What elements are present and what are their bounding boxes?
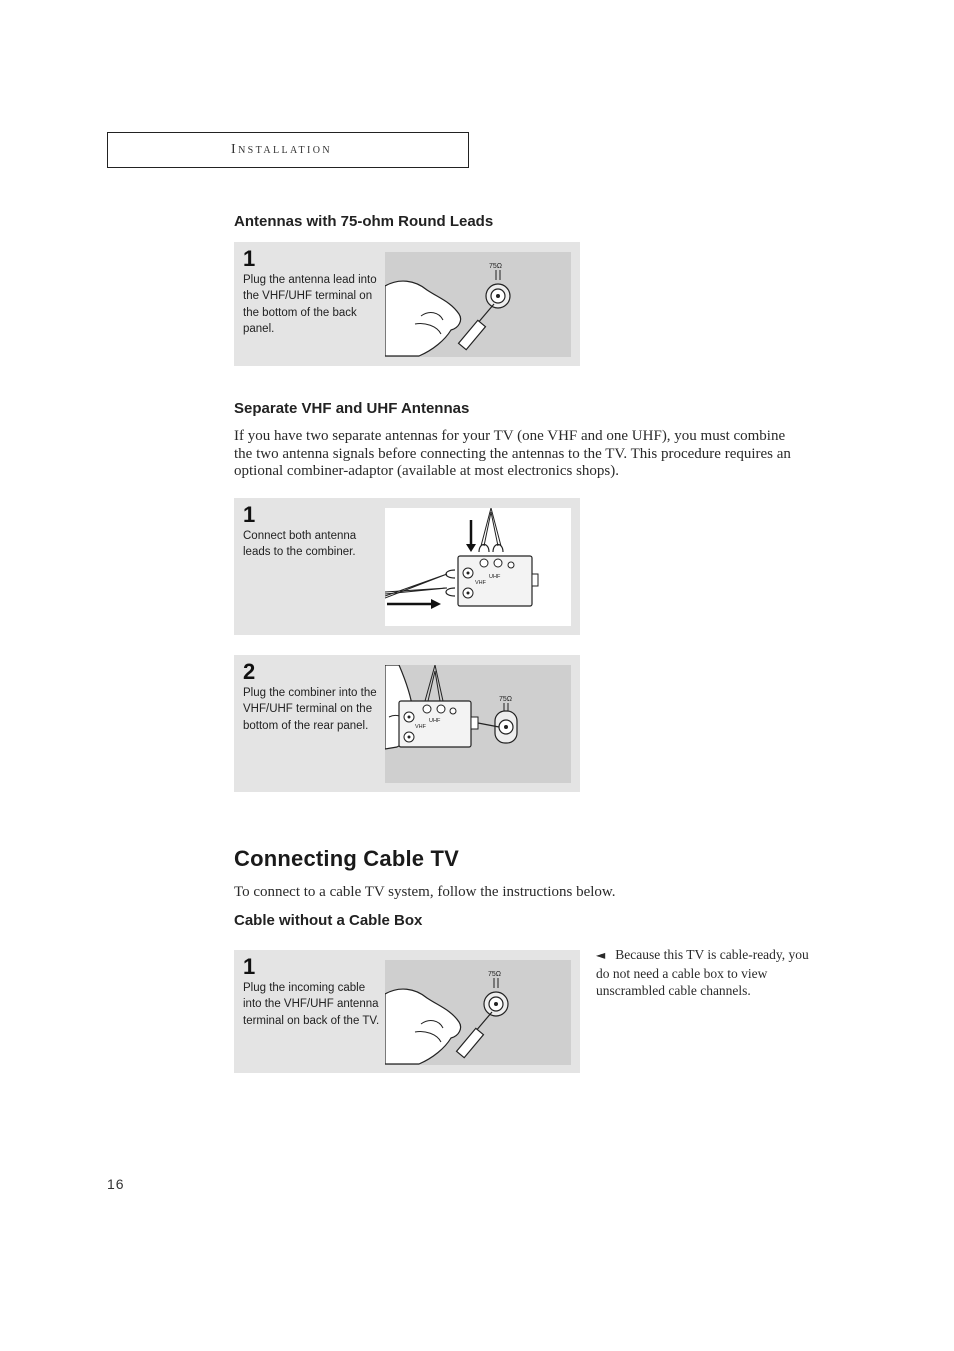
separate-antennas-heading: Separate VHF and UHF Antennas [234,400,470,417]
uhf-label: UHF [429,718,441,724]
combiner-illustration [385,508,571,626]
step-text: Plug the combiner into the VHF/UHF terminal on the bottom of the rear panel. [243,687,377,732]
cable-step-1 [234,950,580,1073]
step-number: 1 [243,954,256,979]
hand-plug-illustration [385,960,571,1065]
step-number: 2 [243,659,256,684]
step-text: Plug the antenna lead into the VHF/UHF terminal on the bottom of the back panel. [243,274,377,335]
ohm-label: 75Ω [499,696,513,703]
note-text: Because this TV is cable-ready, you do not need a cable box to view unscrambled cable channels. [596,947,809,998]
cable-subheading: Cable without a Cable Box [234,912,423,929]
page-number: 16 [107,1176,125,1192]
separate-step-2 [234,655,580,792]
step-text: Connect both antenna leads to the combiner. [243,530,357,559]
vhf-label: VHF [415,724,426,730]
combiner-to-tv-illustration [385,665,571,783]
uhf-label: UHF [489,574,501,580]
step-number: 1 [243,246,256,271]
ohm-label: 75Ω [489,263,503,270]
antennas-75-step-1 [234,242,580,366]
hand-plug-illustration [385,252,571,357]
antennas-75-heading: Antennas with 75-ohm Round Leads [234,213,494,230]
step-number: 1 [243,502,256,527]
separate-antennas-paragraph: If you have two separate antennas for your TV (one VHF and one UHF), you must combine the two antenna signals before connecting the antennas to the TV. This procedure requires an optional combiner-adaptor (available at most electronics shops). [234,428,791,479]
cable-title: Connecting Cable TV [234,846,460,871]
ohm-label: 75Ω [488,971,502,978]
cable-intro: To connect to a cable TV system, follow the instructions below. [234,884,616,900]
note-marker-icon: ◄ [596,948,606,962]
vhf-label: VHF [475,580,486,586]
cable-ready-note [596,946,821,1000]
section-tab [107,132,469,168]
section-title: Installation [231,142,332,157]
combiner-box-icon [458,556,538,606]
separate-step-1 [234,498,580,635]
combiner-box-icon [399,701,478,747]
step-text: Plug the incoming cable into the VHF/UHF antenna terminal on back of the TV. [243,982,380,1027]
